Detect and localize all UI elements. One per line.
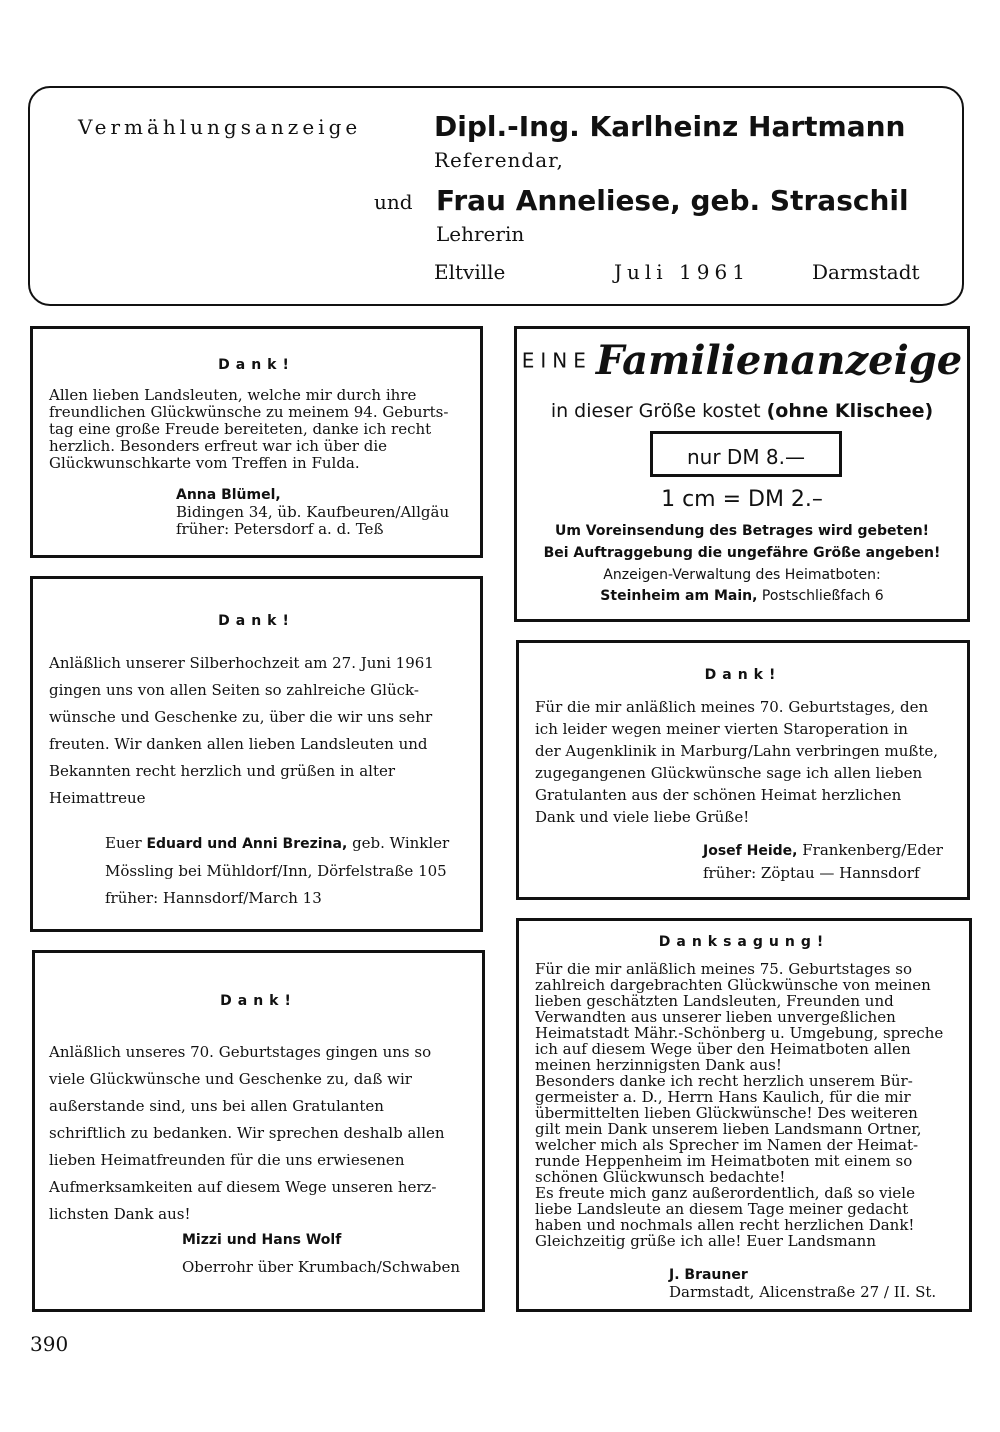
- text-line: herzlich. Besonders erfreut war ich über die: [49, 437, 388, 455]
- text-line: lieben geschätzten Landsleuten, Freunden und: [535, 992, 894, 1010]
- ad-rate: 1 cm = DM 2.–: [661, 487, 823, 512]
- text-line: runde Heppenheim im Heimatboten mit einem so: [535, 1152, 913, 1170]
- dank-body: [49, 650, 434, 812]
- text-line: außerstande sind, uns bei allen Gratulanten: [49, 1097, 384, 1115]
- groom-title: Referendar,: [434, 148, 564, 172]
- text-line: haben und nochmals allen recht herzlichen Dank!: [535, 1216, 915, 1234]
- text-line: Heimatstadt Mähr.-Schönberg u. Umgebung, spreche: [535, 1024, 944, 1042]
- text-line: schönen Glückwunsch bedachte!: [535, 1168, 786, 1186]
- signer-address: Mössling bei Mühldorf/Inn, Dörfelstraße 105: [105, 862, 447, 880]
- text-line: liebe Landsleute an diesem Tage meiner gedacht: [535, 1200, 909, 1218]
- bride-name: Frau Anneliese, geb. Straschil: [436, 184, 909, 217]
- dank-signature: [669, 1267, 936, 1301]
- text-line: freuten. Wir danken allen lieben Landsleuten und: [49, 735, 428, 753]
- text-line: meinen herzinnigsten Dank aus!: [535, 1056, 782, 1074]
- text-line: übermittelten lieben Glückwünsche! Des weiteren: [535, 1104, 918, 1122]
- signer-address: Frankenberg/Eder: [802, 841, 943, 859]
- dank-heading: Dank!: [704, 667, 782, 683]
- signer-name: Mizzi und Hans Wolf: [182, 1232, 342, 1248]
- dank-heading: Dank!: [218, 613, 295, 629]
- dank-box-3: [516, 640, 970, 900]
- ad-address: [517, 588, 967, 604]
- page-number: 390: [30, 1332, 69, 1356]
- text-line: Aufmerksamkeiten auf diesem Wege unseren herz-: [49, 1178, 437, 1196]
- text-line: schriftlich zu bedanken. Wir sprechen deshalb allen: [49, 1124, 445, 1142]
- text-line: lichsten Dank aus!: [49, 1205, 191, 1223]
- ad-line1: [517, 400, 967, 422]
- text-line: Dank und viele liebe Grüße!: [535, 808, 750, 826]
- ad-note3: Anzeigen-Verwaltung des Heimatboten:: [603, 567, 881, 583]
- text-line: Allen lieben Landsleuten, welche mir durch ihre: [49, 386, 417, 404]
- dank-signature: [105, 830, 449, 912]
- dank-box-1: [30, 326, 483, 558]
- ad-line1-b: (ohne Klischee): [766, 400, 934, 422]
- text-line: viele Glückwünsche und Geschenke zu, daß wir: [49, 1070, 412, 1088]
- text-line: Anläßlich unserer Silberhochzeit am 27. Juni 1961: [49, 654, 434, 672]
- groom-name: Dipl.-Ing. Karlheinz Hartmann: [434, 110, 906, 143]
- text-line: der Augenklinik in Marburg/Lahn verbringen mußte,: [535, 742, 939, 760]
- text-line: Gleichzeitig grüße ich alle! Euer Landsmann: [535, 1232, 877, 1250]
- place-left: Eltville: [434, 260, 506, 284]
- signer-maiden-name: geb. Winkler: [352, 834, 450, 852]
- text-line: freundlichen Glückwünsche zu meinem 94. Geburts-: [49, 403, 449, 421]
- dank-box-2: [30, 576, 483, 932]
- text-line: Heimattreue: [49, 789, 146, 807]
- signer-former-address: früher: Petersdorf a. d. Teß: [176, 520, 384, 538]
- and-word: und: [374, 190, 413, 214]
- dank-body: [49, 1039, 445, 1228]
- text-line: germeister a. D., Herrn Hans Kaulich, für die mir: [535, 1088, 911, 1106]
- signer-name: Josef Heide,: [703, 843, 798, 859]
- text-line: gingen uns von allen Seiten so zahlreiche Glück-: [49, 681, 419, 699]
- text-line: Für die mir anläßlich meines 75. Geburtstages so: [535, 960, 912, 978]
- signer-prefix: Euer: [105, 834, 142, 852]
- danksagung-box: [516, 918, 972, 1312]
- ad-eine: EINE: [521, 348, 592, 373]
- text-line: welcher mich als Sprecher im Namen der Heimat-: [535, 1136, 919, 1154]
- wedding-announcement: [28, 86, 964, 306]
- signer-name: Eduard und Anni Brezina,: [146, 836, 348, 852]
- bride-title: Lehrerin: [436, 222, 525, 246]
- ad-address-city: Steinheim am Main,: [600, 588, 758, 604]
- signer-name: J. Brauner: [669, 1267, 748, 1283]
- dank-body: [49, 387, 448, 472]
- signer-address: Oberrohr über Krumbach/Schwaben: [182, 1258, 461, 1276]
- dank-signature: [703, 839, 943, 884]
- dank-heading: Dank!: [220, 993, 297, 1009]
- ad-price: nur DM 8.—: [686, 445, 806, 469]
- dank-heading: Dank!: [218, 357, 295, 373]
- text-line: Glückwunschkarte vom Treffen in Fulda.: [49, 454, 360, 472]
- wedding-date: Juli 1961: [614, 260, 750, 284]
- dank-box-4: [32, 950, 485, 1312]
- place-right: Darmstadt: [812, 260, 920, 284]
- text-line: zahlreich dargebrachten Glückwünsche von meinen: [535, 976, 931, 994]
- dank-body: [535, 696, 938, 828]
- text-line: Besonders danke ich recht herzlich unserem Bür-: [535, 1072, 913, 1090]
- text-line: Verwandten aus unserer lieben unvergeßlichen: [535, 1008, 896, 1026]
- ad-address-box: Postschließfach 6: [761, 588, 884, 604]
- ad-box: [514, 326, 970, 622]
- text-line: Bekannten recht herzlich und grüßen in alter: [49, 762, 396, 780]
- text-line: Anläßlich unseres 70. Geburtstages gingen uns so: [49, 1043, 432, 1061]
- ad-note1: Um Voreinsendung des Betrages wird gebeten!: [554, 523, 930, 539]
- dank-signature: [182, 1227, 460, 1281]
- wedding-label: Vermählungsanzeige: [78, 115, 362, 139]
- ad-line1-a: in dieser Größe kostet: [550, 400, 761, 422]
- dank-heading: Danksagung!: [658, 934, 830, 950]
- text-line: Gratulanten aus der schönen Heimat herzlichen: [535, 786, 902, 804]
- ad-title: Familienanzeige: [595, 337, 963, 384]
- signer-address: Bidingen 34, üb. Kaufbeuren/Allgäu: [176, 503, 450, 521]
- dank-signature: [176, 487, 449, 538]
- dank-body: [535, 961, 943, 1249]
- ad-note2: Bei Auftraggebung die ungefähre Größe angeben!: [543, 545, 941, 561]
- signer-address: Darmstadt, Alicenstraße 27 / II. St.: [669, 1283, 937, 1301]
- ad-title-row: [517, 337, 967, 384]
- signer-former-address: früher: Hannsdorf/March 13: [105, 889, 322, 907]
- text-line: ich auf diesem Wege über den Heimatboten allen: [535, 1040, 911, 1058]
- text-line: gilt mein Dank unserem lieben Landsmann Ortner,: [535, 1120, 922, 1138]
- text-line: Für die mir anläßlich meines 70. Geburtstages, den: [535, 698, 929, 716]
- text-line: Es freute mich ganz außerordentlich, daß so viele: [535, 1184, 915, 1202]
- text-line: wünsche und Geschenke zu, über die wir uns sehr: [49, 708, 433, 726]
- text-line: lieben Heimatfreunden für die uns erwiesenen: [49, 1151, 405, 1169]
- signer-name: Anna Blümel,: [176, 487, 281, 503]
- ad-price-box: [650, 431, 842, 477]
- signer-former-address: früher: Zöptau — Hannsdorf: [703, 864, 920, 882]
- text-line: zugegangenen Glückwünsche sage ich allen lieben: [535, 764, 923, 782]
- text-line: ich leider wegen meiner vierten Staroperation in: [535, 720, 908, 738]
- text-line: tag eine große Freude bereiteten, danke ich recht: [49, 420, 432, 438]
